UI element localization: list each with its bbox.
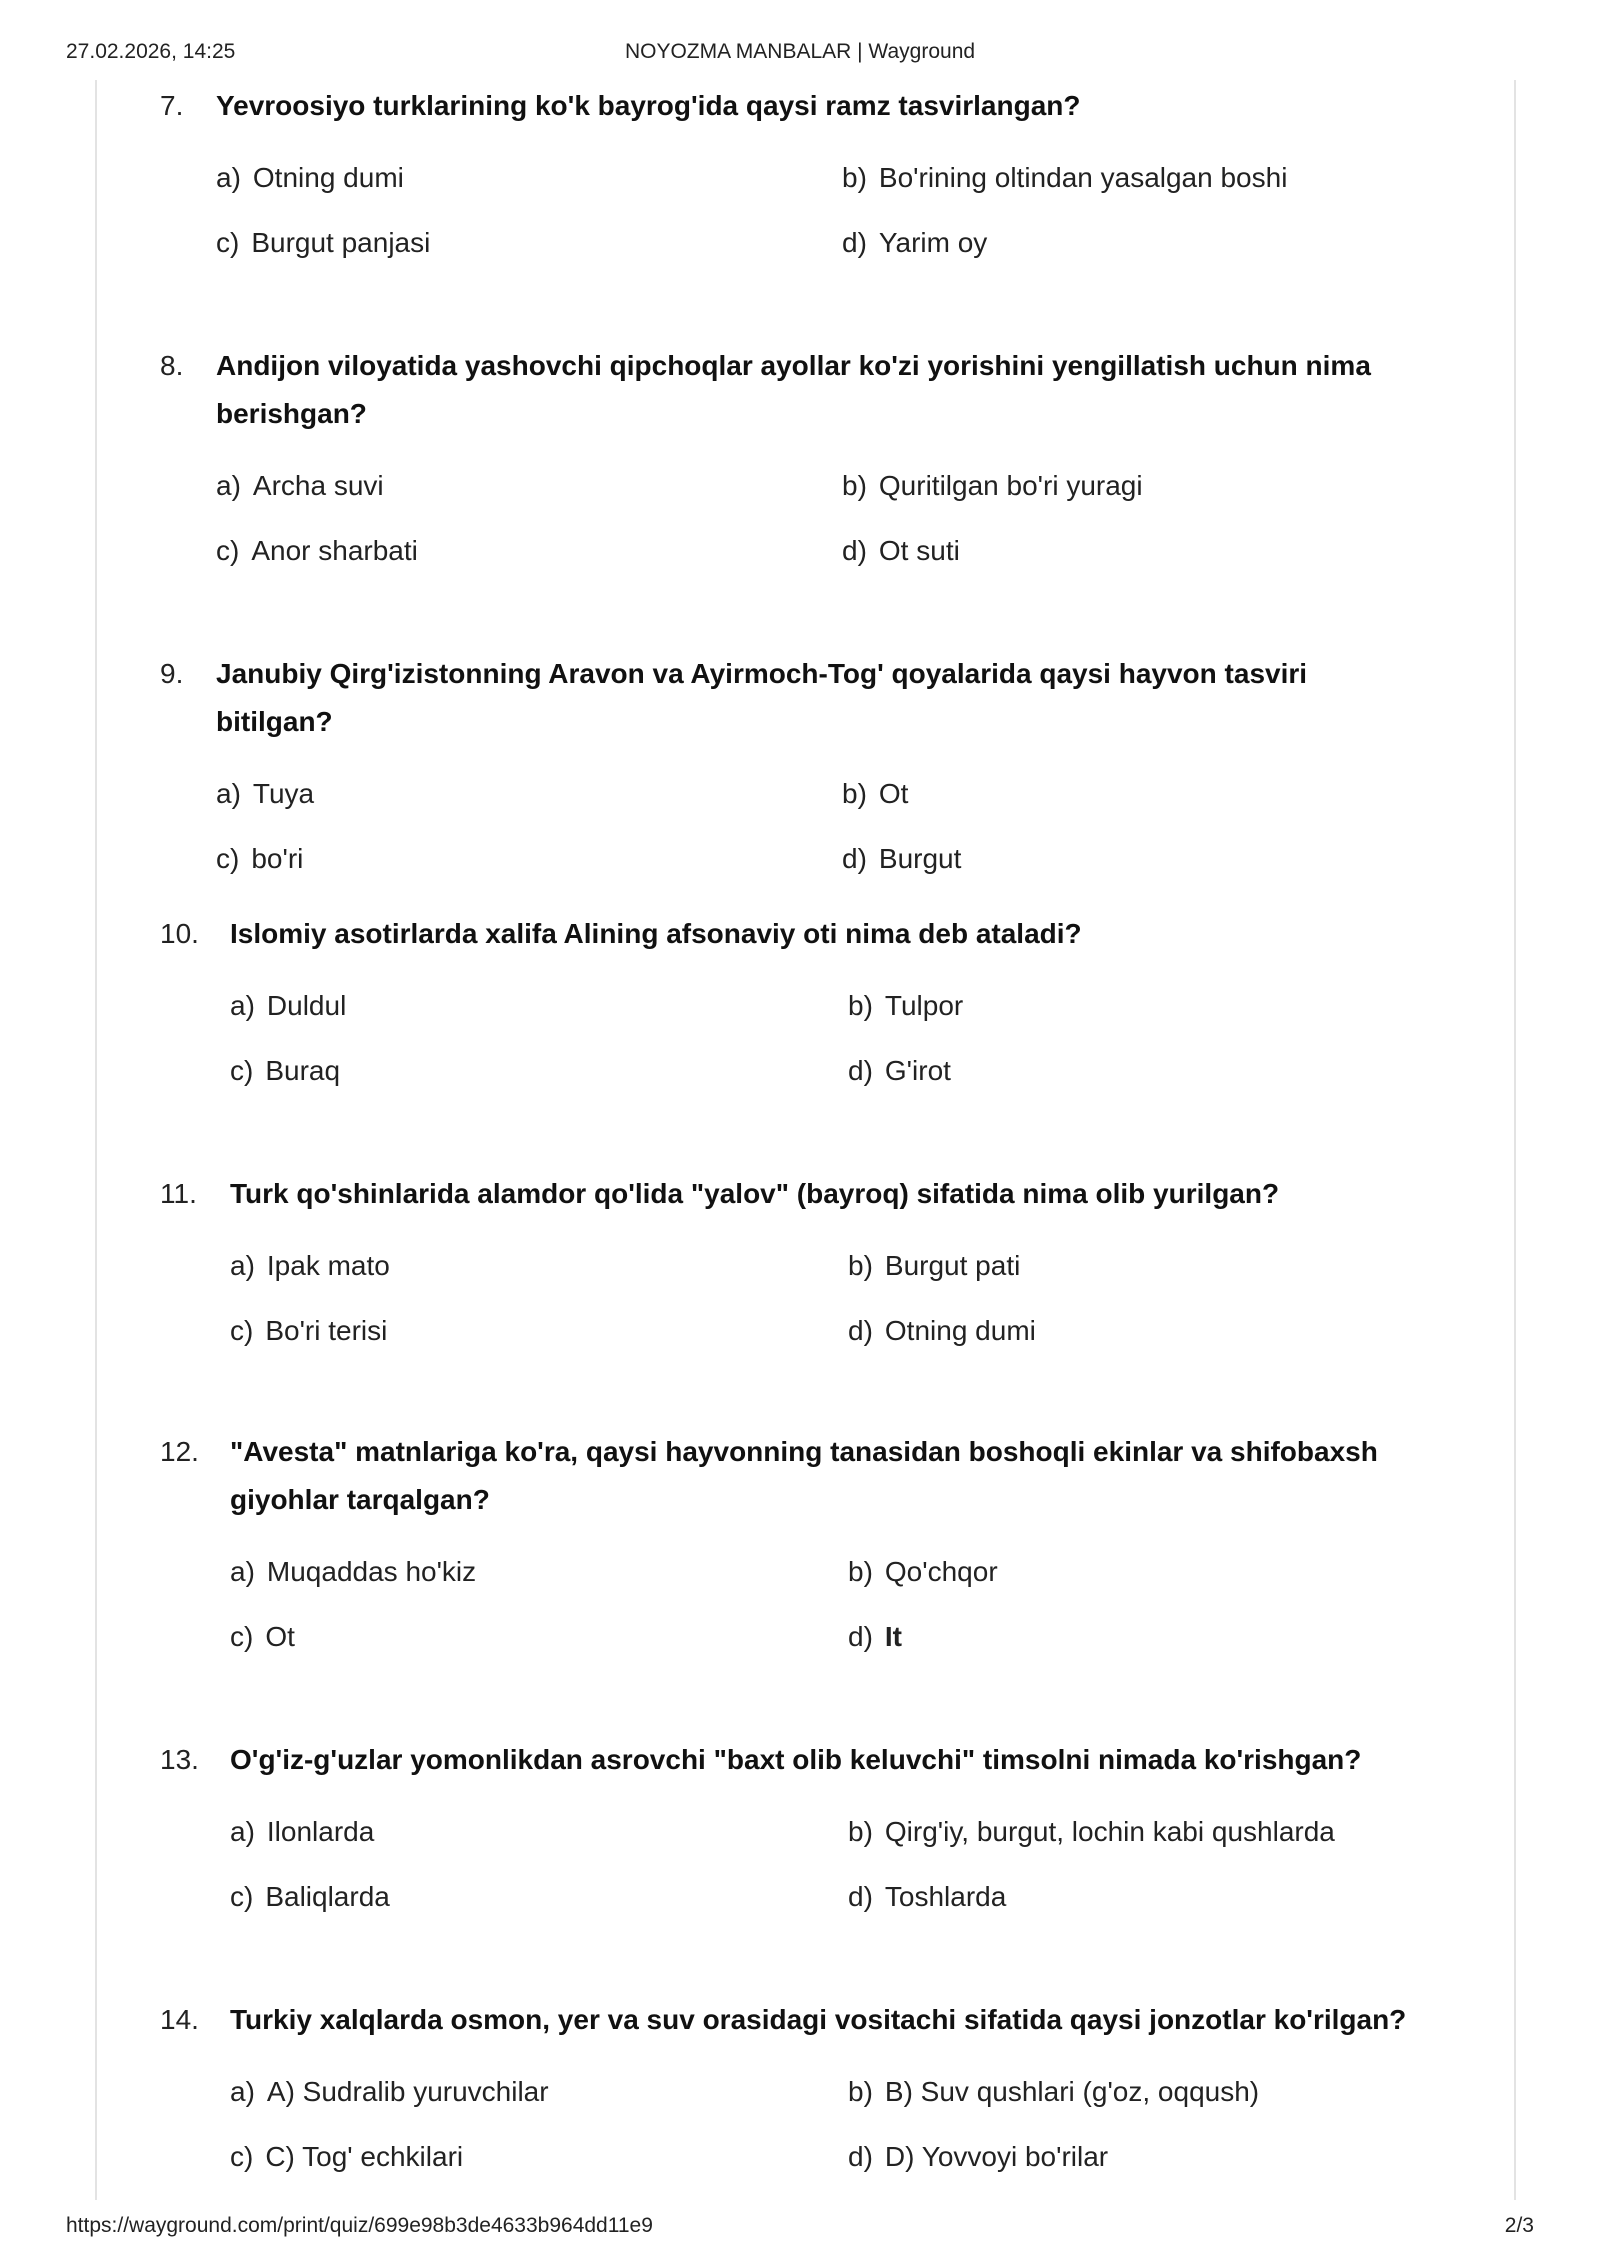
option-a: a) Tuya	[216, 778, 315, 809]
option-a: a) Otning dumi	[216, 162, 404, 193]
question-12	[160, 1428, 1430, 1684]
option-d: d) Yarim oy	[842, 227, 988, 258]
option-d: d) Toshlarda	[848, 1881, 1007, 1912]
question-text: Islomiy asotirlarda xalifa Alining afsonaviy oti nima deb ataladi?	[230, 918, 1082, 949]
question-text: "Avesta" matnlariga ko'ra, qaysi hayvonning tanasidan boshoqli ekinlar va shifobaxsh giyohlar tarqalgan?	[230, 1436, 1378, 1515]
option-d: d) Otning dumi	[848, 1315, 1036, 1346]
option-d: d) G'irot	[848, 1055, 951, 1086]
answer-options	[230, 2074, 1430, 2204]
question-number: 10.	[160, 918, 199, 949]
question-text: O'g'iz-g'uzlar yomonlikdan asrovchi "baxt olib keluvchi" timsolni nimada ko'rishgan?	[230, 1744, 1362, 1775]
option-b: b) Qo'chqor	[848, 1556, 998, 1587]
option-d: d) Ot suti	[842, 535, 960, 566]
question-number: 7.	[160, 90, 184, 121]
answer-options	[230, 988, 1430, 1118]
print-footer	[66, 2214, 1534, 2242]
question-number: 11.	[160, 1178, 197, 1209]
option-b: b) Burgut pati	[848, 1250, 1021, 1281]
option-d: d) Burgut	[842, 843, 962, 874]
question-number: 8.	[160, 350, 184, 381]
answer-options	[216, 468, 1430, 598]
question-text: Turkiy xalqlarda osmon, yer va suv orasidagi vositachi sifatida qaysi jonzotlar ko'rilgan?	[230, 2004, 1407, 2035]
option-c: c) C) Tog' echkilari	[230, 2141, 464, 2172]
option-a: a) Duldul	[230, 990, 347, 1021]
option-b: b) Tulpor	[848, 990, 964, 1021]
option-a: a) Ilonlarda	[230, 1816, 375, 1847]
option-c: c) Burgut panjasi	[216, 227, 431, 258]
question-number: 12.	[160, 1436, 199, 1467]
option-c: c) bo'ri	[216, 843, 304, 874]
print-datetime: 27.02.2026, 14:25	[66, 40, 236, 63]
option-d: d) D) Yovvoyi bo'rilar	[848, 2141, 1109, 2172]
answer-options	[230, 1554, 1430, 1684]
print-header	[66, 40, 1534, 68]
option-a: a) A) Sudralib yuruvchilar	[230, 2076, 549, 2107]
option-b: b) B) Suv qushlari (g'oz, oqqush)	[848, 2076, 1260, 2107]
question-text: Yevroosiyo turklarining ko'k bayrog'ida qaysi ramz tasvirlangan?	[216, 90, 1081, 121]
answer-options	[216, 160, 1430, 290]
print-page-title: NOYOZMA MANBALAR | Wayground	[624, 40, 976, 63]
answer-options	[216, 776, 1430, 906]
option-c: c) Baliqlarda	[230, 1881, 390, 1912]
question-number: 14.	[160, 2004, 199, 2035]
question-13	[160, 1736, 1430, 1944]
print-url: https://wayground.com/print/quiz/699e98b3de4633b964dd11e9	[66, 2214, 653, 2237]
option-b: b) Bo'rining oltindan yasalgan boshi	[842, 162, 1288, 193]
question-8	[160, 342, 1430, 598]
option-c: c) Bo'ri terisi	[230, 1315, 388, 1346]
option-c: c) Anor sharbati	[216, 535, 418, 566]
question-11	[160, 1170, 1430, 1378]
question-14	[160, 1996, 1430, 2204]
option-b: b) Quritilgan bo'ri yuragi	[842, 470, 1143, 501]
question-number: 9.	[160, 658, 184, 689]
question-9	[160, 650, 1430, 906]
option-d: d) It	[848, 1621, 903, 1652]
answer-options	[230, 1814, 1430, 1944]
question-text: Turk qo'shinlarida alamdor qo'lida "yalov" (bayroq) sifatida nima olib yurilgan?	[230, 1178, 1280, 1209]
question-10	[160, 910, 1430, 1118]
question-text: Janubiy Qirg'izistonning Aravon va Ayirmoch-Tog' qoyalarida qaysi hayvon tasviri bitilgan?	[216, 658, 1308, 737]
question-text: Andijon viloyatida yashovchi qipchoqlar ayollar ko'zi yorishini yengillatish uchun nima berishgan?	[216, 350, 1371, 429]
option-b: b) Qirg'iy, burgut, lochin kabi qushlarda	[848, 1816, 1335, 1847]
question-number: 13.	[160, 1744, 199, 1775]
answer-options	[230, 1248, 1430, 1378]
option-a: a) Archa suvi	[216, 470, 384, 501]
option-c: c) Ot	[230, 1621, 295, 1652]
question-7	[160, 82, 1430, 290]
option-a: a) Ipak mato	[230, 1250, 390, 1281]
option-c: c) Buraq	[230, 1055, 341, 1086]
page-number: 2/3	[1504, 2214, 1534, 2237]
option-a: a) Muqaddas ho'kiz	[230, 1556, 477, 1587]
option-b: b) Ot	[842, 778, 909, 809]
